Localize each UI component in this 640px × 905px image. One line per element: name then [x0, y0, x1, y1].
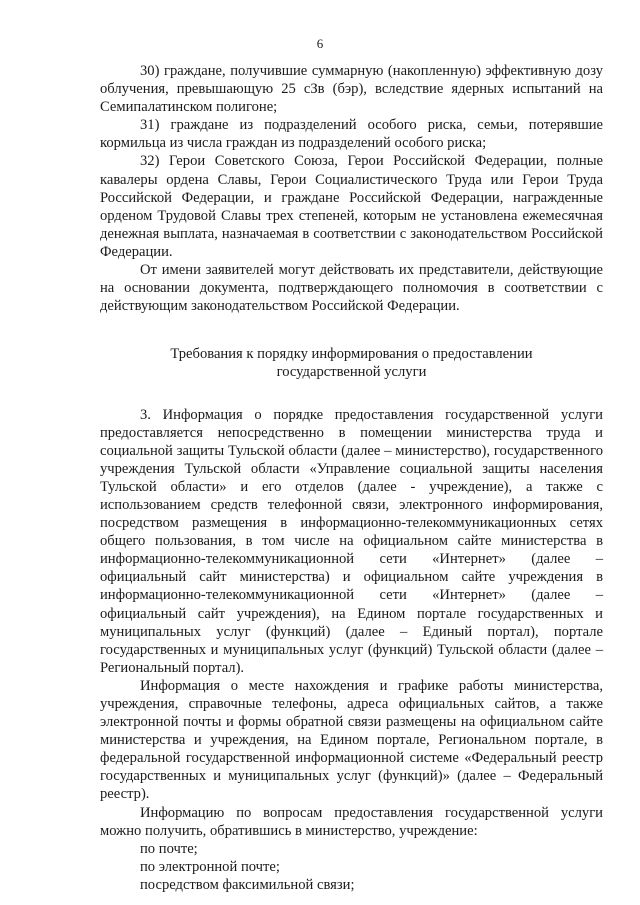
section-heading: [100, 345, 603, 381]
paragraph-contact-info: Информация о месте нахождения и графике работы министерства, учреждения, справочные телефоны, адреса официальных сайтов, а также электронной почты и формы обратной связи размещены на официальном сайте министерства и учреждения, на Едином портале, Региональном портале, в федеральной государственной информационной системе «Федеральный реестр государственных и муниципальных услуг (функций)» (далее – Федеральный реестр).: [100, 677, 603, 803]
section-heading-line-1: Требования к порядку информирования о предоставлении: [170, 346, 533, 363]
paragraph-item-32: 32) Герои Советского Союза, Герои Российской Федерации, полные кавалеры ордена Славы, Герои Социалистического Труда или Герои Труда Российской Федерации, и граждане Российской Федерации, награжденные орденом Трудовой Славы трех степеней, которым не установлена ежемесячная денежная выплата, назначаемая в соответствии с законодательством Российской Федерации.: [100, 153, 603, 260]
paragraph-item-31: 31) граждане из подразделений особого риска, семьи, потерявшие кормильца из числа граждан из подразделений особого риска;: [100, 117, 603, 152]
paragraph-item-30: 30) граждане, получившие суммарную (накопленную) эффективную дозу облучения, превышающую 25 сЗв (бэр), вследствие ядерных испытаний на Семипалатинском полигоне;: [100, 63, 603, 116]
list-item-email: по электронной почте;: [140, 858, 280, 875]
document-body: [100, 62, 603, 894]
paragraph-item-3: 3. Информация о порядке предоставления государственной услуги предоставляется непосредственно в помещении министерства труда и социальной защиты Тульской области (далее – министерство), государственного учреждения Тульской области «Управление социальной защиты населения Тульской области» и его отделов (далее - учреждение), а также с использованием средств телефонной связи, электронного информирования, посредством размещения в информационно-телекоммуникационных сетях общего пользования, в том числе на официальном сайте министерства в информационно-телекоммуникационной сети «Интернет» (далее – официальный сайт министерства) и официальном сайте учреждения в информационно-телекоммуникационной сети «Интернет» (далее – официальный сайт учреждения), на Едином портале государственных и муниципальных услуг (функций) (далее – Единый портал), портале государственных и муниципальных услуг (функций) Тульской области (далее – Региональный портал).: [100, 406, 603, 676]
list-item-fax: посредством факсимильной связи;: [140, 876, 355, 893]
page-number: 6: [316, 36, 324, 51]
section-heading-line-2: государственной услуги: [276, 364, 427, 381]
paragraph-representatives: От имени заявителей могут действовать их представители, действующие на основании документа, подтверждающего полномочия в соответствии с действующим законодательством Российской Федерации.: [100, 262, 603, 315]
list-item-mail: по почте;: [140, 840, 198, 857]
paragraph-how-to-obtain: Информацию по вопросам предоставления государственной услуги можно получить, обратившись в министерство, учреждение:: [100, 804, 603, 839]
